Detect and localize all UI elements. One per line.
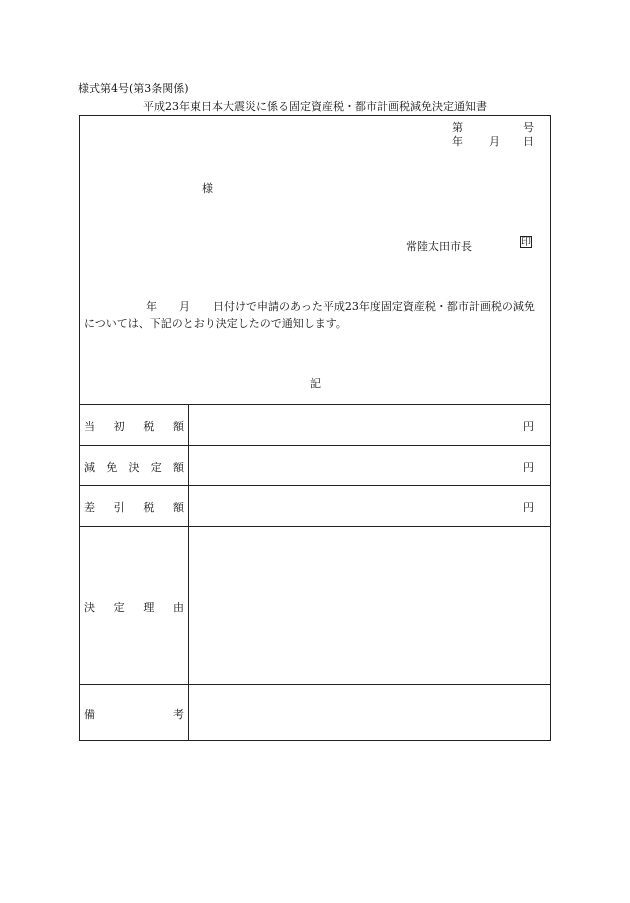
body-year-label: 年 <box>146 300 157 313</box>
document-title: 平成23年東日本大震災に係る固定資産税・都市計画税減免決定通知書 <box>143 100 487 113</box>
form-number-label: 様式第4号(第3条関係) <box>78 82 189 95</box>
label-char: 免 <box>106 461 118 474</box>
label-char: 定 <box>150 461 162 474</box>
label-char: 額 <box>172 420 184 433</box>
label-char: 引 <box>113 501 125 514</box>
row-divider <box>79 445 551 446</box>
body-month-label: 月 <box>179 300 190 313</box>
number-suffix: 号 <box>523 121 534 134</box>
label-char: 決 <box>128 461 140 474</box>
date-day-label: 日 <box>523 135 534 148</box>
column-divider <box>188 404 189 741</box>
row-label-remarks <box>84 706 184 722</box>
unit-yen: 円 <box>523 461 534 474</box>
issuer-name: 常陸太田市長 <box>406 240 472 253</box>
seal-character: 印 <box>521 237 531 248</box>
label-char: 当 <box>84 420 95 433</box>
label-char: 備 <box>84 708 95 721</box>
date-month-label: 月 <box>489 135 500 148</box>
row-label-decision-reason <box>84 599 184 615</box>
label-char: 税 <box>143 420 155 433</box>
label-char: 定 <box>113 601 125 614</box>
row-label-reduction-amount <box>84 459 184 475</box>
body-line-1: 日付けで申請のあった平成23年度固定資産税・都市計画税の減免 <box>213 300 535 313</box>
label-char: 初 <box>113 420 125 433</box>
label-char: 理 <box>143 601 155 614</box>
label-char: 額 <box>172 501 184 514</box>
unit-yen: 円 <box>523 501 534 514</box>
unit-yen: 円 <box>523 420 534 433</box>
body-line-2: については、下記のとおり決定したので通知します。 <box>84 317 347 330</box>
ki-heading: 記 <box>310 377 321 390</box>
table-top-divider <box>79 404 551 405</box>
label-char: 由 <box>172 601 184 614</box>
addressee-suffix: 様 <box>202 182 213 195</box>
label-char: 考 <box>173 708 184 721</box>
label-char: 減 <box>84 461 95 474</box>
label-char: 差 <box>84 501 95 514</box>
date-year-label: 年 <box>452 135 463 148</box>
row-divider <box>79 526 551 527</box>
row-label-initial-tax <box>84 418 184 434</box>
row-label-net-tax <box>84 499 184 515</box>
label-char: 決 <box>84 601 95 614</box>
row-divider <box>79 684 551 685</box>
row-divider <box>79 485 551 486</box>
label-char: 税 <box>143 501 155 514</box>
label-char: 額 <box>173 461 184 474</box>
number-prefix: 第 <box>452 121 463 134</box>
